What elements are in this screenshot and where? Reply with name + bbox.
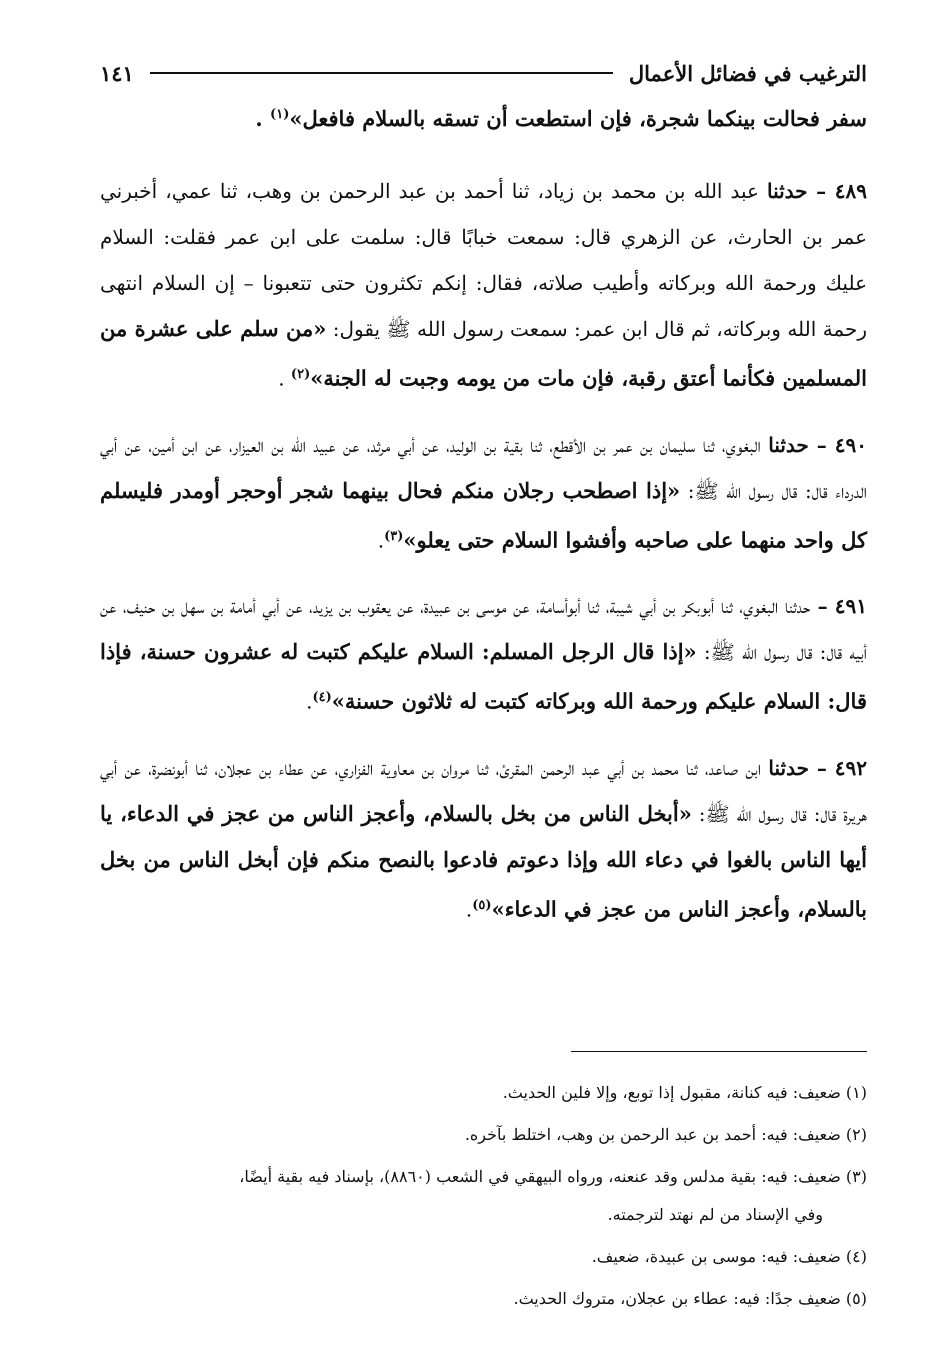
paragraph-end: . <box>255 106 271 131</box>
hadith-lead: حدثنا <box>768 755 809 780</box>
isnad-text: البغوي، ثنا سليمان بن عمر بن الأقطع، ثنا بقية بن الوليد، عن أبي مرثد، عن عبيد الله بن العيزار، عن ابن أمين، عن أبي الدرداء قال: قال رسول الله ﷺ: <box>100 432 867 503</box>
footnote-1 <box>100 1074 867 1112</box>
hadith-lead: حدثنا <box>766 179 808 203</box>
hadith-lead: حدثنا <box>768 432 809 457</box>
footnote-marker: (٢) <box>290 367 311 382</box>
isnad-text: ابن صاعد، ثنا محمد بن أبي عبد الرحمن المقرئ، ثنا مروان بن معاوية الفزاري، عن عطاء بن عجلان، ثنا أبونضرة، عن أبي هريرة قال: قال رسول الله ﷺ: <box>100 755 868 826</box>
hadith-text: «من سلم على عشرة من المسلمين فكأنما أعتق رقبة، فإن مات من يومه وجبت له الجنة» <box>100 316 867 391</box>
paragraph-end: . <box>377 528 385 553</box>
footnotes-section <box>100 1074 867 1322</box>
paragraph-continuation <box>100 92 867 142</box>
footnote-marker: (٥) <box>472 897 492 913</box>
footnote-text: (٤) ضعيف: فيه: موسى بن عبيدة، ضعيف. <box>591 1247 867 1266</box>
header-rule <box>150 72 613 74</box>
footnote-text: (٣) ضعيف: فيه: بقية مدلس وقد عنعنه، ورواه البيهقي في الشعب (٨٨٦٠)، بإسناد فيه بقية أيضًا، <box>239 1167 867 1186</box>
footnote-continuation: وفي الإسناد من لم نهتد لترجمته. <box>607 1205 823 1224</box>
footnote-marker: (٤) <box>312 690 332 706</box>
footnote-separator <box>571 1051 867 1052</box>
hadith-number: ٤٩٠ – <box>808 432 867 457</box>
footnote-3 <box>100 1158 867 1234</box>
hadith-number: ٤٨٩ – <box>807 179 867 203</box>
footnote-text: (٢) ضعيف: فيه: أحمد بن عبد الرحمن بن وهب، اختلط بآخره. <box>464 1125 867 1144</box>
hadith-paragraph-490 <box>100 422 867 564</box>
paragraph-end: . <box>278 366 291 391</box>
hadith-number: ٤٩١ – <box>810 594 867 619</box>
hadith-text: «إذا قال الرجل المسلم: السلام عليكم كتبت له عشرون حسنة، فإذا قال: السلام عليكم ورحمة الله وبركاته كتبت له ثلاثون حسنة» <box>100 639 867 714</box>
hadith-text: «أبخل الناس من بخل بالسلام، وأعجز الناس من عجز في الدعاء، يا أيها الناس بالغوا في دعاء الله وإذا دعوتم فادعوا بالنصح منكم فإن أبخل الناس من بخل بالسلام، وأعجز الناس من عجز في الدعاء» <box>100 800 867 922</box>
footnote-marker: (١) <box>270 107 290 122</box>
paragraph-end: . <box>306 689 313 714</box>
hadith-text: سفر فحالت بينكما شجرة، فإن استطعت أن تسقه بالسلام فافعل» <box>289 106 867 131</box>
page-number: ١٤١ <box>100 60 134 86</box>
hadith-text: «إذا اصطحب رجلان منكم فحال بينهما شجر أوحجر أومدر فليسلم كل واحد منهما على صاحبه وأفشوا السلام حتى يعلو» <box>100 477 867 553</box>
hadith-paragraph-489 <box>100 168 867 402</box>
main-text <box>100 92 867 953</box>
hadith-number: ٤٩٢ – <box>808 755 867 780</box>
hadith-paragraph-492 <box>100 745 867 933</box>
isnad-text: عبد الله بن محمد بن زياد، ثنا أحمد بن عبد الرحمن بن وهب، ثنا عمي، أخبرني عمر بن الحارث، عن الزهري قال: سمعت خبابًا قال: سلمت على ابن عمر فقلت: السلام عليك ورحمة الله وبركاته وأطيب صلاته، فقال: إنكم تكثرون حتى تتعبونا – إن السلام انتهى رحمة الله وبركاته، ثم قال ابن عمر: سمعت رسول الله ﷺ يقول: <box>100 179 868 341</box>
paragraph-end: . <box>465 897 473 922</box>
isnad-text: حدثنا البغوي، ثنا أبوبكر بن أبي شيبة، ثنا أبوأسامة، عن موسى بن عبيدة، عن يعقوب بن يزيد، عن أبي أمامة بن سهل بن حنيف، عن أبيه قال: قال رسول الله ﷺ: <box>100 594 867 665</box>
footnote-4 <box>100 1238 867 1276</box>
hadith-paragraph-491 <box>100 583 867 725</box>
footnote-2 <box>100 1116 867 1154</box>
running-header <box>100 58 867 88</box>
book-title: الترغيب في فضائل الأعمال <box>628 60 867 86</box>
footnote-marker: (٣) <box>384 528 404 544</box>
footnote-text: (٥) ضعيف جدًا: فيه: عطاء بن عجلان، متروك الحديث. <box>513 1289 867 1308</box>
footnote-text: (١) ضعيف: فيه كنانة، مقبول إذا توبع، وإلا فلين الحديث. <box>502 1083 867 1102</box>
footnote-5 <box>100 1280 867 1318</box>
